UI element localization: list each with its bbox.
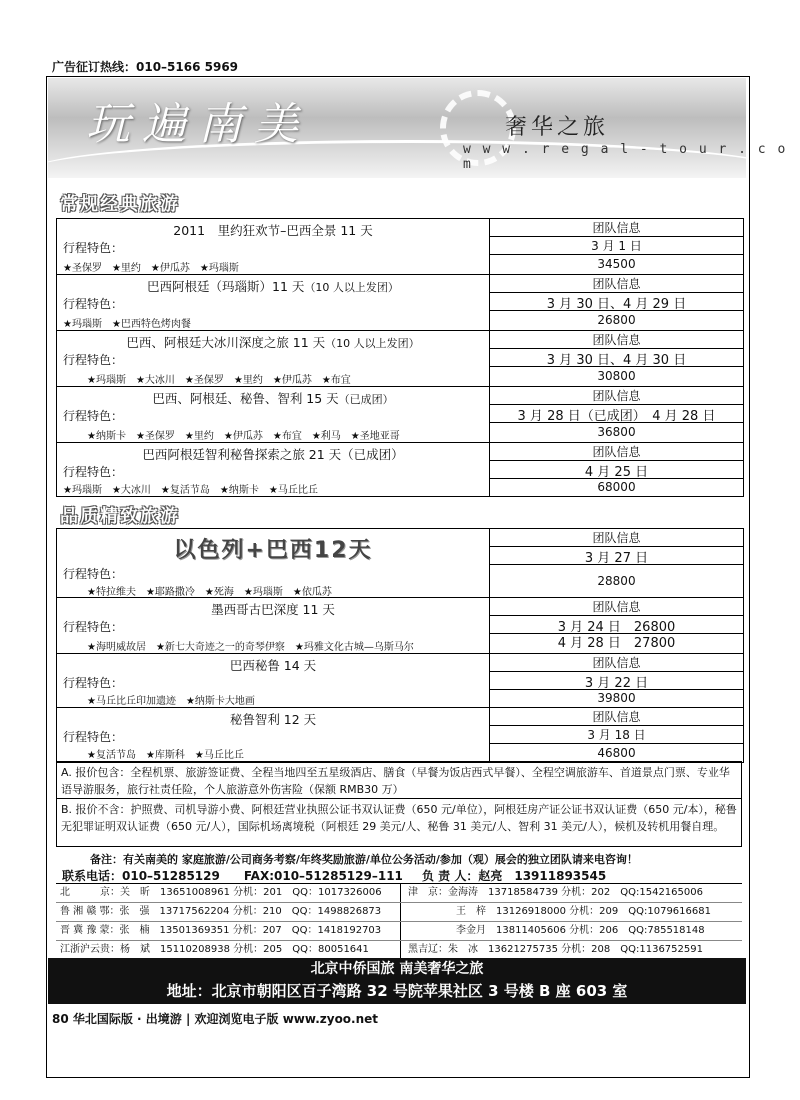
feature-label: 行程特色：	[63, 676, 124, 690]
tour-date: 3 月 30 日、4 月 30 日	[490, 349, 743, 367]
tour-price: 26800	[597, 313, 636, 327]
tour-date: 3 月 1 日	[490, 237, 743, 255]
tour-title: 巴西、阿根廷大冰川深度之旅 11 天（10 人以上发团）	[126, 335, 420, 350]
team-info-label: 团队信息	[490, 708, 743, 726]
agent-row	[56, 941, 742, 959]
agent-entry: 江浙沪云贵：杨 斌 15110208938 分机：205 QQ：80051641	[60, 944, 369, 955]
tour-title: 墨西哥古巴深度 11 天	[211, 602, 335, 617]
regular-tour-table	[56, 218, 744, 497]
tour-title: 秘鲁智利 12 天	[229, 712, 317, 727]
tour-date: 4 月 28 日 27800	[557, 636, 676, 651]
ad-hotline: 广告征订热线：010–5166 5969	[52, 60, 239, 74]
tour-highlights: ★玛瑙斯 ★巴西特色烤肉餐	[63, 319, 191, 330]
agent-entry: 晋 冀 豫 蒙：张 楠 13501369351 分机：207 QQ：1418192703	[60, 925, 382, 936]
feature-label: 行程特色：	[63, 297, 124, 311]
feature-label: 行程特色：	[63, 409, 124, 423]
tour-row	[57, 387, 743, 443]
tour-title: 巴西阿根廷智利秘鲁探索之旅 21 天（已成团）	[142, 447, 404, 462]
tour-highlights: ★复活节岛 ★库斯科 ★马丘比丘	[87, 750, 244, 761]
tour-price: 39800	[597, 691, 636, 705]
section-quality-heading: 品质精致旅游	[60, 506, 180, 527]
footer-company-box	[48, 958, 746, 1004]
brand-url[interactable]: w w w . r e g a l - t o u r . c o m	[463, 142, 788, 172]
remark: 备注：有关南美的 家庭旅游/公司商务考察/年终奖励旅游/单位公务活动/参加（观）展会的独立团队请来电咨询！	[90, 853, 638, 866]
tour-row	[57, 443, 743, 496]
tour-price: 46800	[597, 746, 636, 760]
tour-price: 34500	[597, 257, 636, 271]
contact-phone: 联系电话：010–51285129 FAX:010–51285129–111	[62, 869, 403, 883]
price-included: A. 报价包含：全程机票、旅游签证费、全程当地四至五星级酒店、膳食（早餐为饭店西式早餐）、全程空调旅游车、首道景点门票、专业华语导游服务，旅行社责任险，个人旅游意外伤害险（保额 RMB30 万）	[56, 761, 742, 799]
agent-row	[56, 884, 742, 903]
tour-date: 3 月 28 日（已成团） 4 月 28 日	[490, 405, 743, 423]
team-info-label: 团队信息	[490, 654, 743, 672]
feature-label: 行程特色：	[63, 353, 124, 367]
team-info-label: 团队信息	[490, 529, 743, 547]
tour-highlights: ★海明威故居 ★新七大奇迹之一的奇琴伊察 ★玛雅文化古城—乌斯马尔	[87, 642, 414, 653]
agent-entry: 黑吉辽：朱 冰 13621275735 分机：208 QQ:1136752591	[408, 944, 703, 955]
team-info-label: 团队信息	[490, 598, 743, 616]
contact-line	[62, 867, 607, 884]
team-info-label: 团队信息	[490, 387, 743, 405]
tour-title: 以色列+巴西12天	[173, 538, 373, 563]
feature-label: 行程特色：	[63, 465, 124, 479]
tour-title: 2011 里约狂欢节–巴西全景 11 天	[173, 223, 373, 238]
agent-entry: 北 京：关 昕 13651008961 分机：201 QQ：1017326006	[60, 887, 382, 898]
feature-label: 行程特色：	[63, 730, 124, 744]
tour-date: 3 月 30 日、4 月 29 日	[490, 293, 743, 311]
tour-date: 3 月 22 日	[490, 672, 743, 690]
agent-entry: 李金月 13811405606 分机：206 QQ:785518148	[456, 925, 705, 936]
section-regular-heading: 常规经典旅游	[60, 194, 180, 215]
team-info-label: 团队信息	[490, 275, 743, 293]
tour-row	[57, 331, 743, 387]
agent-entry: 鲁 湘 赣 鄂：张 强 13717562204 分机：210 QQ：1498826873	[60, 906, 382, 917]
tour-row	[57, 654, 743, 708]
tour-row	[57, 598, 743, 654]
tour-title: 巴西秘鲁 14 天	[229, 658, 317, 673]
feature-label: 行程特色：	[63, 567, 124, 581]
price-notes	[56, 761, 742, 847]
agent-row	[56, 922, 742, 941]
page-footer: 80 华北国际版 · 出境游 | 欢迎浏览电子版 www.zyoo.net	[52, 1012, 379, 1026]
tour-highlights: ★玛瑙斯 ★大冰川 ★圣保罗 ★里约 ★伊瓜苏 ★布宜	[87, 375, 351, 386]
tour-row	[57, 708, 743, 762]
contact-person: 负 责 人：赵亮 13911893545	[422, 869, 607, 883]
tour-highlights: ★纳斯卡 ★圣保罗 ★里约 ★伊瓜苏 ★布宜 ★利马 ★圣地亚哥	[87, 431, 400, 442]
tour-title: 巴西阿根廷（玛瑙斯）11 天（10 人以上发团）	[147, 279, 399, 294]
tour-highlights: ★圣保罗 ★里约 ★伊瓜苏 ★玛瑙斯	[63, 263, 239, 274]
agent-row	[56, 903, 742, 922]
brand-name: 奢华之旅	[505, 115, 610, 140]
tour-highlights: ★特拉维夫 ★耶路撒冷 ★死海 ★玛瑙斯 ★依瓜苏	[87, 587, 332, 598]
tour-row	[57, 219, 743, 275]
tour-title: 巴西、阿根廷、秘鲁、智利 15 天（已成团）	[152, 391, 394, 406]
quality-tour-table	[56, 528, 744, 763]
agent-entry: 王 梓 13126918000 分机：209 QQ:1079616681	[456, 906, 711, 917]
feature-label: 行程特色：	[63, 241, 124, 255]
team-info-label: 团队信息	[490, 331, 743, 349]
tour-highlights: ★玛瑙斯 ★大冰川 ★复活节岛 ★纳斯卡 ★马丘比丘	[63, 485, 318, 496]
agent-entry: 津 京：金海涛 13718584739 分机：202 QQ:1542165006	[408, 887, 703, 898]
team-info-label: 团队信息	[490, 219, 743, 237]
tour-price: 36800	[597, 425, 636, 439]
tour-date: 3 月 27 日	[490, 547, 743, 565]
tour-date: 3 月 24 日 26800	[490, 616, 743, 634]
price-excluded: B. 报价不含：护照费、司机导游小费、阿根廷营业执照公证书双认证费（650 元/单位），阿根廷房产证公证书双认证费（650 元/本），秘鲁无犯罪证明双认证费（650 元/人），国际机场离境税（阿根廷 29 美元/人、秘鲁 31 美元/人、智利 31 美元/人），候机及转机用餐自理。	[56, 799, 742, 847]
tour-price: 68000	[597, 480, 636, 494]
team-info-label: 团队信息	[490, 443, 743, 461]
tour-date: 3 月 18 日	[490, 726, 743, 744]
tour-price: 30800	[597, 369, 636, 383]
company-address: 地址：北京市朝阳区百子湾路 32 号院苹果社区 3 号楼 B 座 603 室	[166, 982, 628, 1000]
feature-label: 行程特色：	[63, 620, 124, 634]
agent-list	[56, 883, 742, 960]
company-name: 北京中侨国旅 南美奢华之旅	[310, 961, 484, 977]
tour-highlights: ★马丘比丘印加遗迹 ★纳斯卡大地画	[87, 696, 255, 707]
tour-row	[57, 529, 743, 598]
tour-price: 28800	[597, 574, 636, 588]
tour-date: 4 月 25 日	[490, 461, 743, 479]
banner-title: 玩遍南美	[86, 99, 310, 150]
tour-row	[57, 275, 743, 331]
